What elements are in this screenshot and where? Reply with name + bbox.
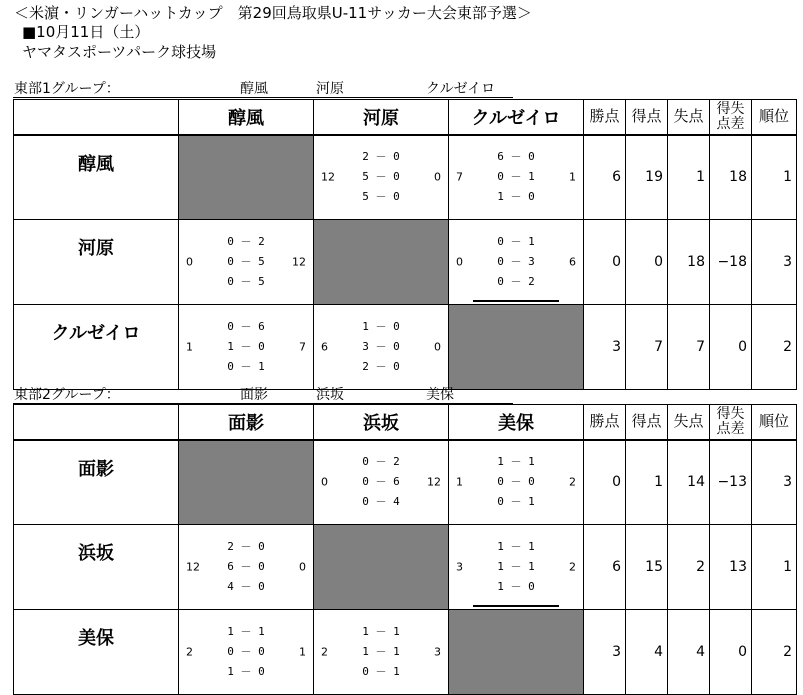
score-own: 7 [456, 170, 463, 184]
set-score: 6 － 0 [227, 560, 265, 573]
set-score: 2 － 0 [362, 360, 400, 373]
score-own: 1 [456, 475, 463, 489]
column-team-header: 美保 [449, 405, 584, 440]
score-opponent: 1 [299, 645, 306, 659]
stat-rank: 2 [752, 305, 797, 390]
score-opponent: 2 [569, 560, 576, 574]
self-match-cell [314, 525, 449, 610]
header-row [14, 100, 797, 135]
score-opponent: 0 [434, 340, 441, 354]
group-label-underline [13, 97, 513, 98]
score-own: 0 [456, 255, 463, 269]
match-result-cell [449, 135, 584, 220]
set-scores [314, 610, 448, 694]
set-score: 0 － 2 [227, 235, 265, 248]
stat-goals-against: 18 [668, 220, 710, 305]
set-score: 1 － 1 [497, 560, 535, 573]
stat-goal-difference: 13 [710, 525, 752, 610]
column-team-header: 面影 [179, 405, 314, 440]
set-score: 1 － 0 [227, 340, 265, 353]
row-team-label: クルゼイロ [51, 323, 141, 344]
set-scores [179, 525, 313, 609]
stat-goals-for: 1 [626, 440, 668, 525]
score-own: 2 [186, 645, 193, 659]
stat-points: 3 [584, 305, 626, 390]
set-score: 0 － 1 [227, 360, 265, 373]
score-own: 3 [456, 560, 463, 574]
stat-points: 0 [584, 220, 626, 305]
stat-rank: 2 [752, 610, 797, 695]
match-result-cell [179, 525, 314, 610]
stat-points: 6 [584, 525, 626, 610]
stat-goals-for: 19 [626, 135, 668, 220]
results-table [13, 404, 797, 695]
stat-goals-against: 14 [668, 440, 710, 525]
stat-header: 得点 [626, 405, 668, 440]
set-score: 0 － 6 [227, 320, 265, 333]
score-opponent: 2 [569, 475, 576, 489]
score-own: 6 [321, 340, 328, 354]
score-own: 2 [321, 645, 328, 659]
set-score: 1 － 0 [362, 320, 400, 333]
set-score: 0 － 0 [497, 475, 535, 489]
score-opponent: 0 [299, 560, 306, 574]
stat-header: 得点 [626, 100, 668, 135]
row-team-label: 浜坂 [78, 543, 114, 564]
stat-goals-for: 15 [626, 525, 668, 610]
match-result-cell [179, 220, 314, 305]
set-score: 0 － 1 [497, 495, 535, 509]
score-own: 12 [321, 170, 335, 184]
team-row [14, 610, 797, 695]
column-team-header: 河原 [314, 100, 449, 135]
score-opponent: 12 [292, 255, 306, 269]
stat-rank: 3 [752, 220, 797, 305]
stat-rank: 1 [752, 525, 797, 610]
match-result-cell [314, 135, 449, 220]
set-score: 1 － 0 [497, 580, 535, 593]
set-scores [449, 136, 583, 220]
set-score: 2 － 0 [362, 150, 400, 164]
team-row [14, 440, 797, 525]
set-score: 5 － 0 [362, 190, 400, 204]
set-score: 0 － 5 [227, 255, 265, 268]
column-team-header: 醇風 [179, 100, 314, 135]
match-result-cell [314, 440, 449, 525]
row-team-label: 美保 [78, 628, 114, 649]
stat-points: 6 [584, 135, 626, 220]
set-score: 0 － 0 [227, 645, 265, 658]
stat-rank: 1 [752, 135, 797, 220]
column-team-header: クルゼイロ [449, 100, 584, 135]
venue: ヤマタスポーツパーク球技場 [22, 43, 217, 61]
set-score: 1 － 0 [227, 665, 265, 678]
self-match-cell [449, 610, 584, 695]
score-own: 0 [321, 475, 328, 489]
set-score: 1 － 1 [497, 540, 535, 553]
row-team-name [14, 440, 179, 525]
set-score: 1 － 1 [362, 645, 400, 658]
column-team-header: 浜坂 [314, 405, 449, 440]
stat-goals-against: 4 [668, 610, 710, 695]
stat-goal-difference: 0 [710, 305, 752, 390]
match-result-cell [449, 220, 584, 305]
set-score: 2 － 0 [227, 540, 265, 553]
score-own: 12 [186, 560, 200, 574]
row-team-name [14, 525, 179, 610]
stat-goals-for: 0 [626, 220, 668, 305]
group-team-name: クルゼイロ [426, 81, 496, 97]
row-team-label: 醇風 [78, 153, 114, 175]
group-team-name: 面影 [240, 387, 268, 403]
row-team-name [14, 610, 179, 695]
score-opponent: 7 [299, 340, 306, 354]
match-result-cell [179, 610, 314, 695]
score-opponent: 6 [569, 255, 576, 269]
corner-cell [14, 100, 179, 135]
group-team-name: 美保 [426, 387, 454, 403]
set-score: 5 － 0 [362, 170, 400, 184]
pk-underline [473, 300, 559, 302]
set-score: 1 － 1 [362, 625, 400, 638]
set-score: 3 － 0 [362, 340, 400, 353]
score-own: 1 [186, 340, 193, 354]
stat-goal-difference: −13 [710, 440, 752, 525]
stat-goals-for: 4 [626, 610, 668, 695]
set-scores [179, 305, 313, 389]
results-table [13, 99, 797, 390]
group-team-name: 河原 [316, 81, 344, 97]
set-score: 0 － 2 [362, 455, 400, 469]
set-score: 0 － 1 [497, 170, 535, 184]
stat-goal-difference: 18 [710, 135, 752, 220]
row-team-name [14, 305, 179, 390]
set-score: 1 － 1 [497, 455, 535, 469]
match-date: ■10月11日（土） [22, 23, 150, 41]
corner-cell [14, 405, 179, 440]
self-match-cell [449, 305, 584, 390]
row-team-label: 面影 [78, 458, 114, 480]
self-match-cell [314, 220, 449, 305]
group-team-name: 浜坂 [316, 387, 344, 403]
set-score: 6 － 0 [497, 150, 535, 164]
self-match-cell [179, 135, 314, 220]
score-opponent: 0 [434, 170, 441, 184]
pk-underline [473, 605, 559, 607]
stat-header: 勝点 [584, 405, 626, 440]
set-scores [449, 220, 583, 304]
group-team-name: 醇風 [240, 81, 268, 97]
stat-header: 順位 [752, 405, 797, 440]
team-row [14, 525, 797, 610]
stat-points: 0 [584, 440, 626, 525]
stat-goals-for: 7 [626, 305, 668, 390]
score-own: 0 [186, 255, 193, 269]
set-score: 4 － 0 [227, 580, 265, 593]
match-result-cell [449, 440, 584, 525]
set-score: 0 － 4 [362, 495, 400, 509]
stat-header: 順位 [752, 100, 797, 135]
match-result-cell [314, 610, 449, 695]
stat-header: 勝点 [584, 100, 626, 135]
score-opponent: 12 [427, 475, 441, 489]
set-score: 0 － 2 [497, 275, 535, 288]
score-opponent: 1 [569, 170, 576, 184]
group-label: 東部2グループ： [14, 387, 120, 403]
team-row [14, 220, 797, 305]
set-scores [449, 525, 583, 609]
team-row [14, 305, 797, 390]
stat-goals-against: 2 [668, 525, 710, 610]
set-score: 0 － 3 [497, 255, 535, 268]
stat-header: 得失点差 [710, 100, 752, 135]
set-scores [314, 305, 448, 389]
stat-goal-difference: 0 [710, 610, 752, 695]
set-score: 1 － 1 [227, 625, 265, 638]
match-result-cell [449, 525, 584, 610]
group-label: 東部1グループ： [14, 81, 120, 97]
set-score: 1 － 0 [497, 190, 535, 204]
row-team-name [14, 220, 179, 305]
score-opponent: 3 [434, 645, 441, 659]
stat-header: 得失点差 [710, 405, 752, 440]
row-team-name [14, 135, 179, 220]
header-row [14, 405, 797, 440]
stat-header: 失点 [668, 405, 710, 440]
self-match-cell [179, 440, 314, 525]
stat-points: 3 [584, 610, 626, 695]
set-score: 0 － 5 [227, 275, 265, 288]
stat-goals-against: 7 [668, 305, 710, 390]
page-title: ＜米濵・リンガーハットカップ 第29回鳥取県U-11サッカー大会東部予選＞ [14, 4, 532, 22]
row-team-label: 河原 [78, 238, 114, 259]
stat-goal-difference: −18 [710, 220, 752, 305]
stat-goals-against: 1 [668, 135, 710, 220]
set-scores [179, 610, 313, 694]
set-score: 0 － 1 [362, 665, 400, 678]
stat-rank: 3 [752, 440, 797, 525]
set-score: 0 － 1 [497, 235, 535, 248]
set-scores [314, 136, 448, 220]
stat-header: 失点 [668, 100, 710, 135]
set-scores [449, 441, 583, 525]
team-row [14, 135, 797, 220]
match-result-cell [314, 305, 449, 390]
set-score: 0 － 6 [362, 475, 400, 489]
match-result-cell [179, 305, 314, 390]
